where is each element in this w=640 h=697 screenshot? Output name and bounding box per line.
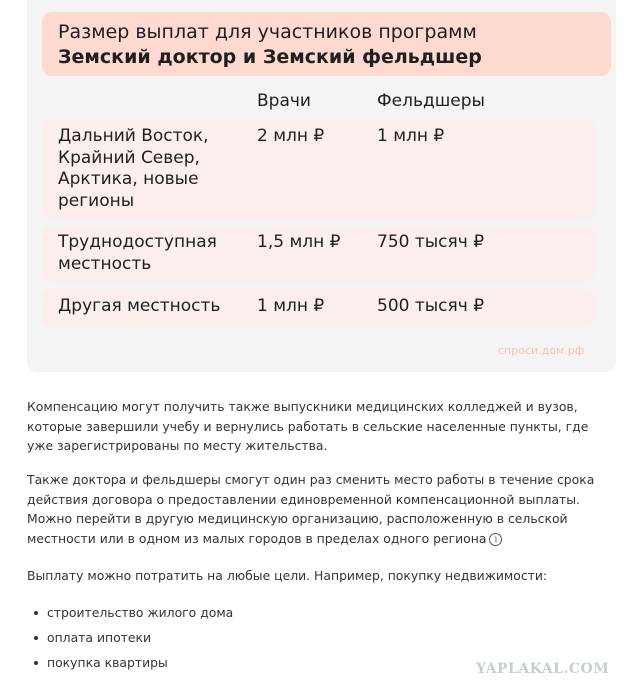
title-line-1: Размер выплат для участников программ bbox=[58, 21, 477, 43]
row-region: Труднодоступная местность bbox=[58, 232, 217, 274]
site-watermark: YAPLAKAL.COM bbox=[476, 661, 610, 677]
bullet-icon bbox=[34, 611, 38, 615]
bullet-icon bbox=[34, 636, 38, 640]
purchase-list bbox=[30, 600, 233, 675]
bullet-icon bbox=[34, 661, 38, 665]
row-region: Другая местность bbox=[58, 296, 221, 316]
row-paramedics-amount: 750 тысяч ₽ bbox=[377, 232, 485, 252]
column-header-doctors: Врачи bbox=[257, 91, 311, 111]
row-doctors-amount: 1,5 млн ₽ bbox=[257, 232, 341, 252]
row-paramedics-amount: 500 тысяч ₽ bbox=[377, 296, 485, 316]
article-paragraph: Выплату можно потратить на любые цели. Например, покупку недвижимости: bbox=[27, 568, 548, 583]
row-paramedics-amount: 1 млн ₽ bbox=[377, 126, 445, 146]
list-item-label: покупка квартиры bbox=[47, 655, 168, 670]
list-item bbox=[30, 600, 233, 625]
article-paragraph: Компенсацию могут получить также выпускники медицинских колледжей и вузов, которые завершили учебу и вернулись работать в сельские населенные пункты, где уже зарегистрированы по месту жительства. bbox=[27, 399, 589, 454]
list-item-label: строительство жилого дома bbox=[47, 605, 234, 620]
column-header-paramedics: Фельдшеры bbox=[377, 91, 485, 111]
info-icon[interactable]: i bbox=[489, 533, 502, 546]
source-watermark: спроси.дом.рф bbox=[498, 344, 585, 357]
infographic-title bbox=[58, 20, 598, 70]
list-item bbox=[30, 625, 233, 650]
row-region: Дальний Восток, Крайний Север, Арктика, новые регионы bbox=[58, 126, 209, 211]
list-item bbox=[30, 650, 233, 675]
paragraph-text: Также доктора и фельдшеры смогут один раз сменить место работы в течение срока действия договора о предоставлении единовременной компенсационной выплаты. Можно перейти в другую медицинскую организацию, расположенную в сельской местности или в одном из малых городов в пределах одного региона bbox=[27, 472, 595, 546]
article-paragraph bbox=[27, 470, 607, 548]
row-doctors-amount: 2 млн ₽ bbox=[257, 126, 325, 146]
title-line-2: Земский доктор и Земский фельдшер bbox=[58, 46, 482, 68]
list-item-label: оплата ипотеки bbox=[47, 630, 152, 645]
row-doctors-amount: 1 млн ₽ bbox=[257, 296, 325, 316]
